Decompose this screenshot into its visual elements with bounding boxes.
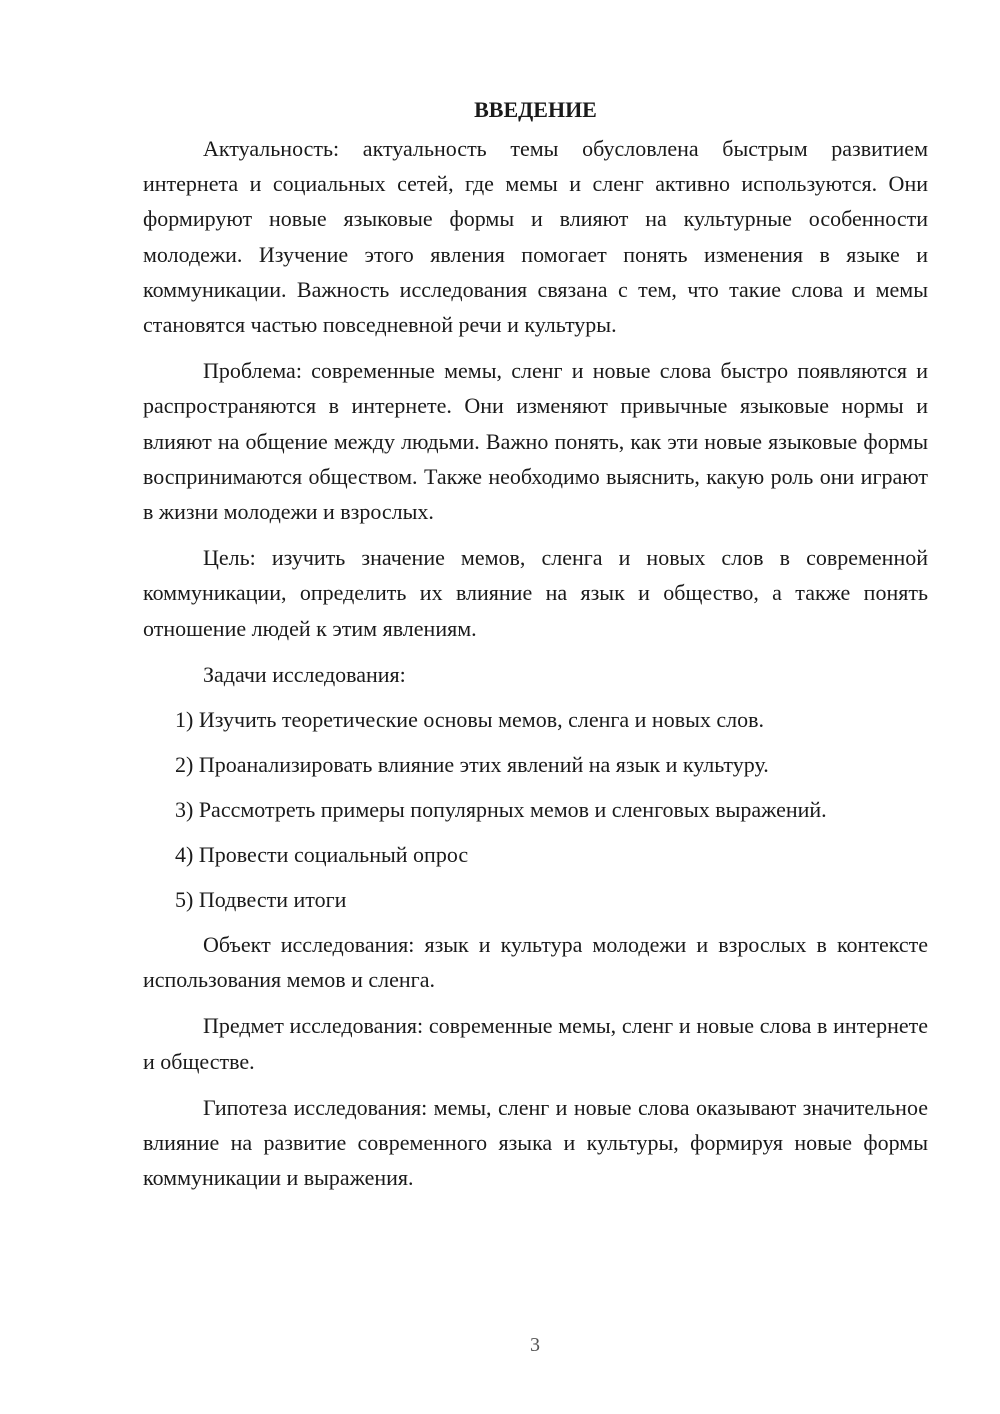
paragraph-hypothesis: Гипотеза исследования: мемы, сленг и новые слова оказывают значительное влияние на развитие современного языка и культуры, формируя новые формы коммуникации и выражения.	[143, 1094, 928, 1191]
document-page	[143, 92, 928, 1206]
tasks-list	[143, 702, 928, 917]
list-item: 4) Провести социальный опрос	[175, 842, 469, 868]
tasks-heading: Задачи исследования:	[203, 661, 406, 687]
page-title: ВВЕДЕНИЕ	[474, 97, 597, 122]
list-item: 1) Изучить теоретические основы мемов, сленга и новых слов.	[175, 707, 764, 733]
page-number: 3	[530, 1334, 540, 1356]
list-item: 3) Рассмотреть примеры популярных мемов и сленговых выражений.	[175, 797, 827, 823]
paragraph-object: Объект исследования: язык и культура молодежи и взрослых в контексте использования мемов и сленга.	[143, 932, 928, 993]
list-item: 2) Проанализировать влияние этих явлений на язык и культуру.	[175, 752, 769, 778]
paragraph-subject: Предмет исследования: современные мемы, сленг и новые слова в интернете и обществе.	[143, 1013, 928, 1074]
list-item: 5) Подвести итоги	[175, 887, 347, 913]
paragraph-problem: Проблема: современные мемы, сленг и новые слова быстро появляются и распространяются в интернете. Они изменяют привычные языковые нормы и влияют на общение между людьми. Важно понять, как эти новые языковые формы воспринимаются обществом. Также необходимо выяснить, какую роль они играют в жизни молодежи и взрослых.	[143, 358, 928, 525]
paragraph-relevance: Актуальность: актуальность темы обусловлена быстрым развитием интернета и социальных сетей, где мемы и сленг активно используются. Они формируют новые языковые формы и влияют на культурные особенности молодежи. Изучение этого явления помогает понять изменения в языке и коммуникации. Важность исследования связана с тем, что такие слова и мемы становятся частью повседневной речи и культуры.	[143, 136, 928, 338]
paragraph-goal: Цель: изучить значение мемов, сленга и новых слов в современной коммуникации, определить их влияние на язык и общество, а также понять отношение людей к этим явлениям.	[143, 545, 928, 641]
